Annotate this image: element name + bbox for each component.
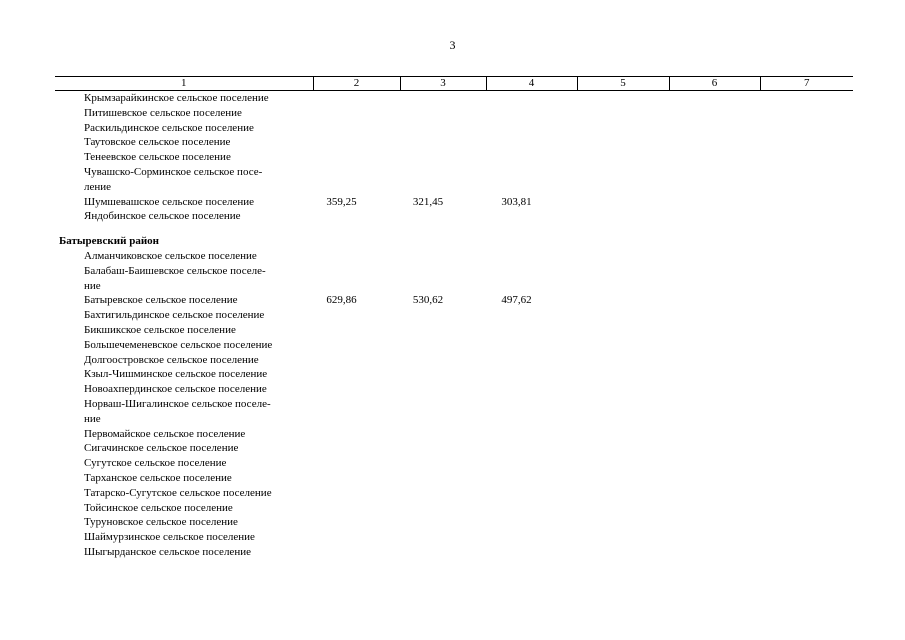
settlement-name-cell xyxy=(55,471,313,486)
empty-cell xyxy=(577,456,669,471)
value-cell-c2 xyxy=(313,353,400,368)
value-cell-c3 xyxy=(400,165,486,180)
empty-cell xyxy=(760,209,853,224)
settlement-name-cell xyxy=(55,150,313,165)
value-cell-c3 xyxy=(400,412,486,427)
table-row xyxy=(55,249,853,264)
empty-cell xyxy=(669,195,760,210)
empty-cell xyxy=(760,412,853,427)
column-header-5: 5 xyxy=(577,77,669,91)
value-cell-c4 xyxy=(486,382,577,397)
value-cell-c4: 497,62 xyxy=(501,294,532,307)
settlement-name: Новоахпердинское сельское поселение xyxy=(84,383,267,396)
value-cell-c3 xyxy=(400,91,486,106)
value-cell-c3 xyxy=(400,367,486,382)
table-row xyxy=(55,367,853,382)
settlement-name: Сигачинское сельское поселение xyxy=(84,442,239,455)
table-row xyxy=(55,456,853,471)
value-cell-c4 xyxy=(486,150,577,165)
district-row xyxy=(55,224,853,249)
empty-cell xyxy=(577,249,669,264)
value-cell-c3 xyxy=(400,106,486,121)
data-table xyxy=(55,76,853,560)
empty-cell xyxy=(669,106,760,121)
settlement-name: Долгоостровское сельское поселение xyxy=(84,353,259,366)
table-row xyxy=(55,165,853,180)
empty-cell xyxy=(760,515,853,530)
settlement-name: Яндобинское сельское поселение xyxy=(84,210,241,223)
settlement-name: Сугутское сельское поселение xyxy=(84,457,227,470)
value-cell-c3 xyxy=(400,456,486,471)
settlement-name-cell xyxy=(55,308,313,323)
empty-cell xyxy=(669,456,760,471)
empty-cell xyxy=(760,456,853,471)
value-cell-c4 xyxy=(486,91,577,106)
value-cell-c3 xyxy=(400,471,486,486)
table-row xyxy=(55,209,853,224)
value-cell-c3 xyxy=(400,150,486,165)
settlement-name-cell xyxy=(55,441,313,456)
empty-cell xyxy=(577,501,669,516)
settlement-name-cell xyxy=(55,397,313,412)
settlement-name: Балабаш-Баишевское сельское поселе- xyxy=(84,264,266,277)
empty-cell xyxy=(669,515,760,530)
settlement-name-cell xyxy=(55,249,313,264)
empty-cell xyxy=(669,135,760,150)
settlement-name: Татарско-Сугутское сельское поселение xyxy=(84,486,272,499)
value-cell-c4 xyxy=(486,323,577,338)
value-cell-c3 xyxy=(400,209,486,224)
table-row xyxy=(55,397,853,412)
empty-cell xyxy=(577,209,669,224)
value-cell-c4 xyxy=(486,106,577,121)
value-cell-c4 xyxy=(486,180,577,195)
empty-cell xyxy=(577,279,669,294)
column-header-7: 7 xyxy=(760,77,853,91)
value-cell-c2 xyxy=(313,412,400,427)
empty-cell xyxy=(760,264,853,279)
settlement-name-cell xyxy=(55,353,313,368)
value-cell-c3 xyxy=(400,338,486,353)
empty-cell xyxy=(760,338,853,353)
table-row xyxy=(55,264,853,279)
settlement-name-cell xyxy=(55,121,313,136)
empty-cell xyxy=(577,367,669,382)
value-cell-c2 xyxy=(313,545,400,560)
value-cell-c3 xyxy=(400,501,486,516)
value-cell-c2 xyxy=(313,308,400,323)
settlement-name: Таутовское сельское поселение xyxy=(84,136,231,149)
value-cell-c4 xyxy=(486,515,577,530)
table-row xyxy=(55,121,853,136)
value-cell-c3 xyxy=(400,135,486,150)
settlement-name-cell xyxy=(55,91,313,106)
empty-cell xyxy=(669,121,760,136)
value-cell-c4 xyxy=(486,545,577,560)
settlement-name: Тарханское сельское поселение xyxy=(84,471,232,484)
table-row xyxy=(55,412,853,427)
value-cell-c2 xyxy=(313,501,400,516)
settlement-name: Кзыл-Чишминское сельское поселение xyxy=(84,368,268,381)
empty-cell xyxy=(760,150,853,165)
empty-cell xyxy=(577,293,669,308)
empty-cell xyxy=(669,323,760,338)
empty-cell xyxy=(760,397,853,412)
table-row xyxy=(55,338,853,353)
column-header-4: 4 xyxy=(486,77,577,91)
table-row xyxy=(55,515,853,530)
empty-cell xyxy=(760,441,853,456)
value-cell-c2 xyxy=(313,165,400,180)
settlement-name-cell xyxy=(55,165,313,180)
settlement-name: Шаймурзинское сельское поселение xyxy=(84,531,255,544)
settlement-name: Крымзарайкинское сельское поселение xyxy=(84,92,269,104)
column-header-2: 2 xyxy=(313,77,400,91)
value-cell-c3 xyxy=(400,530,486,545)
value-cell-c3 xyxy=(400,353,486,368)
empty-cell xyxy=(577,515,669,530)
empty-cell xyxy=(577,486,669,501)
value-cell-c4 xyxy=(486,165,577,180)
empty-cell xyxy=(577,382,669,397)
empty-cell xyxy=(577,471,669,486)
settlement-name-cell xyxy=(55,264,313,279)
value-cell-c2 xyxy=(313,530,400,545)
empty-cell xyxy=(760,530,853,545)
table-row xyxy=(55,427,853,442)
empty-cell xyxy=(577,338,669,353)
empty-cell xyxy=(760,165,853,180)
value-cell-c4 xyxy=(486,338,577,353)
settlement-name: Бахтигильдинское сельское поселение xyxy=(84,309,265,322)
empty-cell xyxy=(760,471,853,486)
table-row xyxy=(55,135,853,150)
table-row xyxy=(55,353,853,368)
settlement-name-cell xyxy=(55,209,313,224)
table-row xyxy=(55,308,853,323)
value-cell-c2 xyxy=(313,471,400,486)
empty-cell xyxy=(760,195,853,210)
empty-cell xyxy=(760,106,853,121)
district-name: Батыревский район xyxy=(59,235,159,248)
settlement-name-cell xyxy=(55,279,313,294)
value-cell-c4 xyxy=(486,121,577,136)
empty-cell xyxy=(760,308,853,323)
table-row xyxy=(55,471,853,486)
empty-cell xyxy=(669,279,760,294)
empty-cell xyxy=(669,293,760,308)
settlement-name: Норваш-Шигалинское сельское поселе- xyxy=(84,397,271,410)
value-cell-c4 xyxy=(486,135,577,150)
value-cell-c4 xyxy=(486,209,577,224)
column-header-1: 1 xyxy=(55,77,313,91)
value-cell-c3 xyxy=(400,427,486,442)
settlement-name: Алманчиковское сельское поселение xyxy=(84,249,257,262)
value-cell-c2 xyxy=(313,456,400,471)
settlement-name: Тойсинское сельское поселение xyxy=(84,501,233,514)
empty-cell xyxy=(760,121,853,136)
empty-cell xyxy=(577,165,669,180)
value-cell-c3 xyxy=(400,486,486,501)
empty-cell xyxy=(669,486,760,501)
empty-cell xyxy=(669,397,760,412)
value-cell-c3 xyxy=(400,308,486,323)
empty-cell xyxy=(577,106,669,121)
table-row xyxy=(55,195,853,210)
value-cell-c3: 530,62 xyxy=(412,294,444,307)
settlement-name: ние xyxy=(84,279,101,292)
value-cell-c3 xyxy=(400,249,486,264)
value-cell-c4 xyxy=(486,427,577,442)
settlement-name: Раскильдинское сельское поселение xyxy=(84,121,254,134)
settlement-name: ние xyxy=(84,412,101,425)
value-cell-c3 xyxy=(400,264,486,279)
value-cell-c4 xyxy=(486,471,577,486)
settlement-name-cell xyxy=(55,323,313,338)
empty-cell xyxy=(760,279,853,294)
value-cell-c4 xyxy=(486,279,577,294)
empty-cell xyxy=(669,427,760,442)
table-row xyxy=(55,530,853,545)
empty-cell xyxy=(669,264,760,279)
page-number: 3 xyxy=(449,38,456,52)
settlement-name: Тенеевское сельское поселение xyxy=(84,151,231,164)
value-cell-c2 xyxy=(313,441,400,456)
value-cell-c4 xyxy=(486,412,577,427)
empty-cell xyxy=(577,353,669,368)
value-cell-c2 xyxy=(313,106,400,121)
empty-cell xyxy=(577,150,669,165)
settlement-name: Питишевское сельское поселение xyxy=(84,106,242,119)
empty-cell xyxy=(760,427,853,442)
empty-cell xyxy=(577,135,669,150)
empty-cell xyxy=(669,353,760,368)
empty-cell xyxy=(577,412,669,427)
value-cell-c2 xyxy=(313,150,400,165)
empty-cell xyxy=(577,397,669,412)
value-cell-c4 xyxy=(486,397,577,412)
empty-cell xyxy=(669,308,760,323)
table-row xyxy=(55,323,853,338)
empty-cell xyxy=(669,545,760,560)
table-row xyxy=(55,150,853,165)
column-header-3: 3 xyxy=(400,77,486,91)
empty-cell xyxy=(577,323,669,338)
value-cell-c2: 629,86 xyxy=(326,294,357,307)
settlement-name: Шыгырданское сельское поселение xyxy=(84,545,251,558)
value-cell-c3 xyxy=(400,515,486,530)
table-row xyxy=(55,441,853,456)
empty-cell xyxy=(577,545,669,560)
settlement-name-cell xyxy=(55,545,313,560)
value-cell-c2 xyxy=(313,323,400,338)
settlement-name-cell xyxy=(55,195,313,210)
value-cell-c4: 303,81 xyxy=(501,195,532,208)
empty-cell xyxy=(669,501,760,516)
settlement-name: Большечеменевское сельское поселение xyxy=(84,338,273,351)
table-row xyxy=(55,279,853,294)
empty-cell xyxy=(577,264,669,279)
empty-cell xyxy=(760,91,853,106)
settlement-name-cell xyxy=(55,367,313,382)
empty-cell xyxy=(760,353,853,368)
settlement-name: Чувашско-Сорминское сельское посе- xyxy=(84,165,263,178)
table-body xyxy=(55,91,853,560)
empty-cell xyxy=(669,180,760,195)
empty-cell xyxy=(669,91,760,106)
empty-cell xyxy=(760,135,853,150)
table-row xyxy=(55,91,853,106)
value-cell-c2: 359,25 xyxy=(326,195,357,208)
settlement-name: ление xyxy=(84,180,112,193)
empty-cell xyxy=(669,338,760,353)
value-cell-c3 xyxy=(400,323,486,338)
settlement-name-cell xyxy=(55,486,313,501)
value-cell-c2 xyxy=(313,264,400,279)
table-row xyxy=(55,501,853,516)
settlement-name-cell xyxy=(55,382,313,397)
settlement-name-cell xyxy=(55,338,313,353)
empty-cell xyxy=(669,530,760,545)
value-cell-c2 xyxy=(313,249,400,264)
settlement-name-cell xyxy=(55,180,313,195)
value-cell-c2 xyxy=(313,382,400,397)
value-cell-c2 xyxy=(313,121,400,136)
empty-cell xyxy=(577,530,669,545)
value-cell-c3 xyxy=(400,441,486,456)
empty-cell xyxy=(577,195,669,210)
settlement-name: Бикшикское сельское поселение xyxy=(84,323,236,336)
empty-cell xyxy=(760,249,853,264)
value-cell-c2 xyxy=(313,279,400,294)
settlement-name-cell xyxy=(55,501,313,516)
empty-cell xyxy=(760,323,853,338)
value-cell-c4 xyxy=(486,530,577,545)
empty-cell xyxy=(577,427,669,442)
value-cell-c3 xyxy=(400,382,486,397)
value-cell-c4 xyxy=(486,264,577,279)
value-cell-c4 xyxy=(486,456,577,471)
table-row xyxy=(55,545,853,560)
value-cell-c4 xyxy=(486,367,577,382)
settlement-name-cell xyxy=(55,135,313,150)
value-cell-c3 xyxy=(400,180,486,195)
empty-cell xyxy=(760,486,853,501)
value-cell-c2 xyxy=(313,427,400,442)
empty-cell xyxy=(760,180,853,195)
value-cell-c2 xyxy=(313,367,400,382)
empty-cell xyxy=(760,293,853,308)
empty-cell xyxy=(760,382,853,397)
settlement-name: Батыревское сельское поселение xyxy=(84,294,238,307)
value-cell-c3 xyxy=(400,279,486,294)
settlement-name-cell xyxy=(55,293,313,308)
table-row xyxy=(55,382,853,397)
value-cell-c3 xyxy=(400,545,486,560)
value-cell-c2 xyxy=(313,338,400,353)
table-row xyxy=(55,106,853,121)
empty-cell xyxy=(760,501,853,516)
table-row xyxy=(55,486,853,501)
value-cell-c3: 321,45 xyxy=(412,195,444,208)
settlement-name: Туруновское сельское поселение xyxy=(84,516,238,529)
settlement-name-cell xyxy=(55,515,313,530)
empty-cell xyxy=(669,249,760,264)
empty-cell xyxy=(760,367,853,382)
empty-cell xyxy=(760,545,853,560)
settlement-name-cell xyxy=(55,412,313,427)
value-cell-c4 xyxy=(486,441,577,456)
value-cell-c3 xyxy=(400,121,486,136)
value-cell-c2 xyxy=(313,486,400,501)
empty-cell xyxy=(669,471,760,486)
value-cell-c4 xyxy=(486,308,577,323)
empty-cell xyxy=(669,165,760,180)
value-cell-c2 xyxy=(313,397,400,412)
value-cell-c4 xyxy=(486,249,577,264)
value-cell-c3 xyxy=(400,397,486,412)
settlement-name: Шумшевашское сельское поселение xyxy=(84,195,255,208)
table-row xyxy=(55,293,853,308)
value-cell-c2 xyxy=(313,180,400,195)
empty-cell xyxy=(577,441,669,456)
empty-cell xyxy=(577,180,669,195)
value-cell-c2 xyxy=(313,91,400,106)
value-cell-c2 xyxy=(313,515,400,530)
empty-cell xyxy=(577,121,669,136)
empty-cell xyxy=(669,382,760,397)
column-header-6: 6 xyxy=(669,77,760,91)
settlement-name-cell xyxy=(55,456,313,471)
settlement-name: Первомайское сельское поселение xyxy=(84,427,246,440)
empty-cell xyxy=(669,441,760,456)
settlement-name-cell xyxy=(55,427,313,442)
empty-cell xyxy=(669,209,760,224)
empty-cell xyxy=(669,150,760,165)
value-cell-c4 xyxy=(486,486,577,501)
settlement-name-cell xyxy=(55,530,313,545)
value-cell-c2 xyxy=(313,135,400,150)
empty-cell xyxy=(577,308,669,323)
value-cell-c4 xyxy=(486,501,577,516)
settlement-name-cell xyxy=(55,106,313,121)
empty-cell xyxy=(577,91,669,106)
value-cell-c2 xyxy=(313,209,400,224)
table-row xyxy=(55,180,853,195)
value-cell-c4 xyxy=(486,353,577,368)
empty-cell xyxy=(669,412,760,427)
header-row xyxy=(55,77,853,91)
empty-cell xyxy=(669,367,760,382)
